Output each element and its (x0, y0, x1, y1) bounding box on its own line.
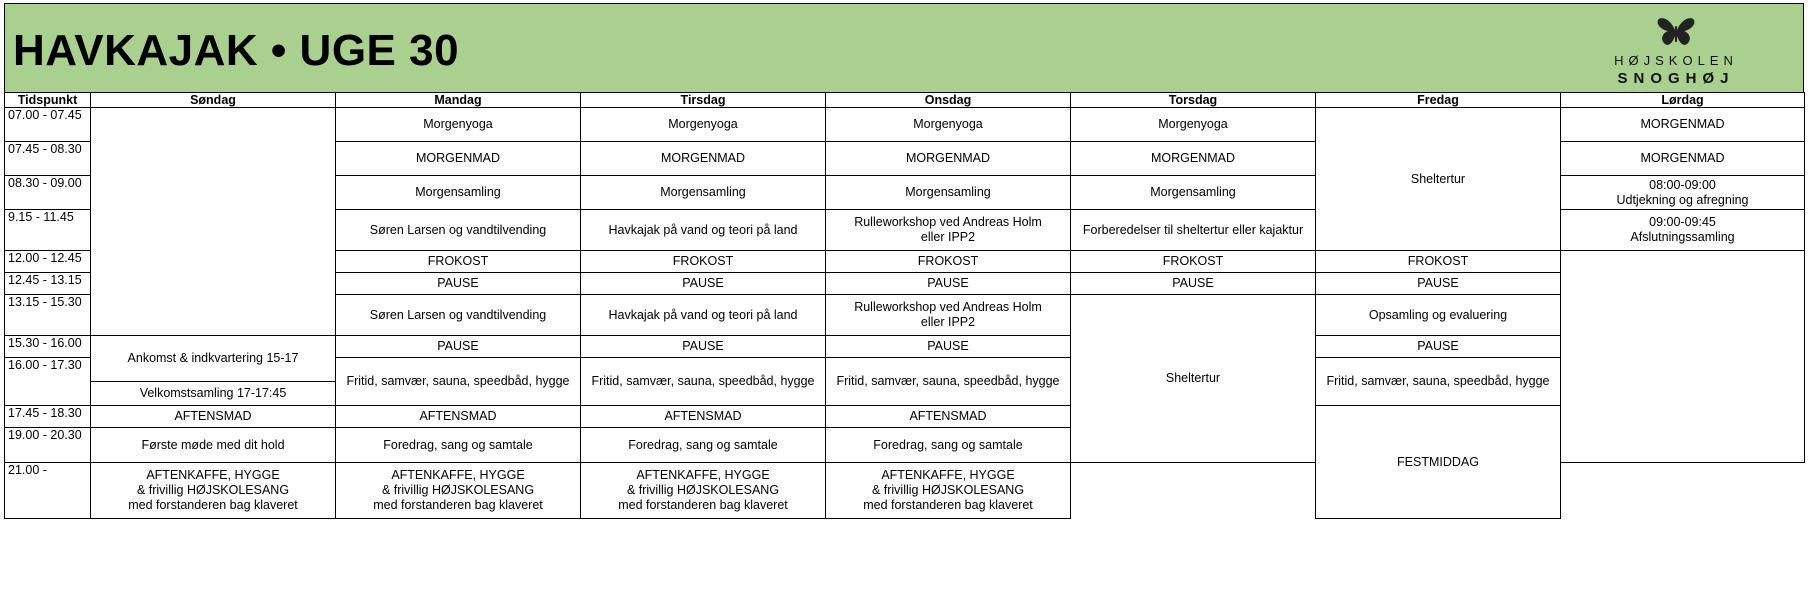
mon-pause: PAUSE (336, 273, 581, 295)
schedule-sheet (4, 3, 1804, 519)
thu-frokost: FROKOST (1071, 251, 1316, 273)
school-logo (1601, 10, 1751, 90)
time-cell: 07.00 - 07.45 (5, 108, 91, 142)
sun-aftenkaffe-l3: med forstanderen bag klaveret (128, 498, 298, 512)
header-friday: Fredag (1316, 93, 1561, 108)
header-monday: Mandag (336, 93, 581, 108)
header-sunday: Søndag (91, 93, 336, 108)
sat-afslutning-text: Afslutningssamling (1630, 230, 1735, 244)
tue-fritid: Fritid, samvær, sauna, speedbåd, hygge (581, 358, 826, 406)
mon-morgenmad: MORGENMAD (336, 142, 581, 176)
thu-morgenyoga: Morgenyoga (1071, 108, 1316, 142)
table-row (5, 336, 1805, 358)
logo-text-snoghoj: SNOGHØJ (1617, 70, 1735, 87)
fri-festmiddag: FESTMIDDAG (1316, 406, 1561, 519)
header-thursday: Torsdag (1071, 93, 1316, 108)
time-cell: 19.00 - 20.30 (5, 428, 91, 463)
sat-afslutning-time: 09:00-09:45 (1649, 215, 1716, 229)
mon-aftensmad: AFTENSMAD (336, 406, 581, 428)
wed-session-line2: eller IPP2 (920, 230, 976, 244)
mon-aftenkaffe (336, 463, 581, 519)
tue-aftensmad: AFTENSMAD (581, 406, 826, 428)
tue-morgenyoga: Morgenyoga (581, 108, 826, 142)
fri-frokost: FROKOST (1316, 251, 1561, 273)
header-wednesday: Onsdag (826, 93, 1071, 108)
time-cell: 12.00 - 12.45 (5, 251, 91, 273)
sun-welcome: Velkomstsamling 17-17:45 (91, 382, 336, 406)
time-cell: 17.45 - 18.30 (5, 406, 91, 428)
wed-session-pm-line2: eller IPP2 (920, 315, 976, 329)
header-saturday: Lørdag (1561, 93, 1805, 108)
thu-morgensamling: Morgensamling (1071, 176, 1316, 210)
tue-aftenkaffe-l2: & frivillig HØJSKOLESANG (626, 483, 780, 497)
header-tuesday: Tirsdag (581, 93, 826, 108)
header-time: Tidspunkt (5, 93, 91, 108)
thu-morgenmad: MORGENMAD (1071, 142, 1316, 176)
sun-arrival: Ankomst & indkvartering 15-17 (91, 336, 336, 382)
tue-pause-pm: PAUSE (581, 336, 826, 358)
wed-morgenmad: MORGENMAD (826, 142, 1071, 176)
wed-session-line1: Rulleworkshop ved Andreas Holm (854, 215, 1042, 229)
tue-morgenmad: MORGENMAD (581, 142, 826, 176)
mon-session-pm: Søren Larsen og vandtilvending (336, 295, 581, 336)
tue-session: Havkajak på vand og teori på land (581, 210, 826, 251)
mon-pause-pm: PAUSE (336, 336, 581, 358)
fri-pause: PAUSE (1316, 273, 1561, 295)
wed-morgensamling: Morgensamling (826, 176, 1071, 210)
mon-fritid: Fritid, samvær, sauna, speedbåd, hygge (336, 358, 581, 406)
wed-fritid: Fritid, samvær, sauna, speedbåd, hygge (826, 358, 1071, 406)
title-banner (4, 3, 1804, 92)
sunday-empty-cell (91, 108, 336, 336)
sun-meeting: Første møde med dit hold (91, 428, 336, 463)
saturday-empty-cell (1561, 251, 1805, 463)
sat-udtjekning (1561, 176, 1805, 210)
wed-aftenkaffe (826, 463, 1071, 519)
tue-aftenkaffe-l3: med forstanderen bag klaveret (618, 498, 788, 512)
table-row (5, 108, 1805, 142)
thu-sheltertur: Sheltertur (1071, 295, 1316, 463)
wed-session (826, 210, 1071, 251)
sun-aftenkaffe-l1: AFTENKAFFE, HYGGE (146, 468, 280, 482)
sat-morgenmad-1: MORGENMAD (1561, 108, 1805, 142)
wed-session-pm-line1: Rulleworkshop ved Andreas Holm (854, 300, 1042, 314)
tue-frokost: FROKOST (581, 251, 826, 273)
mon-morgensamling: Morgensamling (336, 176, 581, 210)
tue-aftenkaffe (581, 463, 826, 519)
logo-text-hojskolen: HØJSKOLEN (1614, 53, 1738, 68)
wed-foredrag: Foredrag, sang og samtale (826, 428, 1071, 463)
wed-frokost: FROKOST (826, 251, 1071, 273)
mon-aftenkaffe-l1: AFTENKAFFE, HYGGE (391, 468, 525, 482)
tue-session-pm: Havkajak på vand og teori på land (581, 295, 826, 336)
fri-opsamling: Opsamling og evaluering (1316, 295, 1561, 336)
mon-foredrag: Foredrag, sang og samtale (336, 428, 581, 463)
time-cell: 21.00 - (5, 463, 91, 519)
tue-foredrag: Foredrag, sang og samtale (581, 428, 826, 463)
mon-morgenyoga: Morgenyoga (336, 108, 581, 142)
mon-aftenkaffe-l2: & frivillig HØJSKOLESANG (381, 483, 535, 497)
fri-sheltertur: Sheltertur (1316, 108, 1561, 251)
wed-aftensmad: AFTENSMAD (826, 406, 1071, 428)
time-cell: 08.30 - 09.00 (5, 176, 91, 210)
table-row (5, 406, 1805, 428)
time-cell: 12.45 - 13.15 (5, 273, 91, 295)
wed-aftenkaffe-l1: AFTENKAFFE, HYGGE (881, 468, 1015, 482)
thu-prep: Forberedelser til sheltertur eller kajaktur (1071, 210, 1316, 251)
sat-afslutning (1561, 210, 1805, 251)
fri-fritid: Fritid, samvær, sauna, speedbåd, hygge (1316, 358, 1561, 406)
sun-aftensmad: AFTENSMAD (91, 406, 336, 428)
wed-aftenkaffe-l3: med forstanderen bag klaveret (863, 498, 1033, 512)
wed-pause-pm: PAUSE (826, 336, 1071, 358)
time-cell: 13.15 - 15.30 (5, 295, 91, 336)
time-cell: 9.15 - 11.45 (5, 210, 91, 251)
tue-morgensamling: Morgensamling (581, 176, 826, 210)
fri-pause-pm: PAUSE (1316, 336, 1561, 358)
time-cell: 15.30 - 16.00 (5, 336, 91, 358)
wed-aftenkaffe-l2: & frivillig HØJSKOLESANG (871, 483, 1025, 497)
mon-frokost: FROKOST (336, 251, 581, 273)
sat-morgenmad-2: MORGENMAD (1561, 142, 1805, 176)
sun-aftenkaffe-l2: & frivillig HØJSKOLESANG (136, 483, 290, 497)
header-row (5, 93, 1805, 108)
tue-pause: PAUSE (581, 273, 826, 295)
thu-pause: PAUSE (1071, 273, 1316, 295)
sat-udtjekning-time: 08:00-09:00 (1649, 177, 1716, 192)
mon-aftenkaffe-l3: med forstanderen bag klaveret (373, 498, 543, 512)
butterfly-icon (1656, 16, 1696, 50)
time-cell: 16.00 - 17.30 (5, 358, 91, 406)
sat-udtjekning-text: Udtjekning og afregning (1616, 192, 1749, 207)
wed-session-pm (826, 295, 1071, 336)
wed-pause: PAUSE (826, 273, 1071, 295)
schedule-table (4, 92, 1805, 519)
sun-aftenkaffe (91, 463, 336, 519)
page-title: HAVKAJAK • UGE 30 (13, 26, 460, 75)
wed-morgenyoga: Morgenyoga (826, 108, 1071, 142)
tue-aftenkaffe-l1: AFTENKAFFE, HYGGE (636, 468, 770, 482)
time-cell: 07.45 - 08.30 (5, 142, 91, 176)
mon-session: Søren Larsen og vandtilvending (336, 210, 581, 251)
